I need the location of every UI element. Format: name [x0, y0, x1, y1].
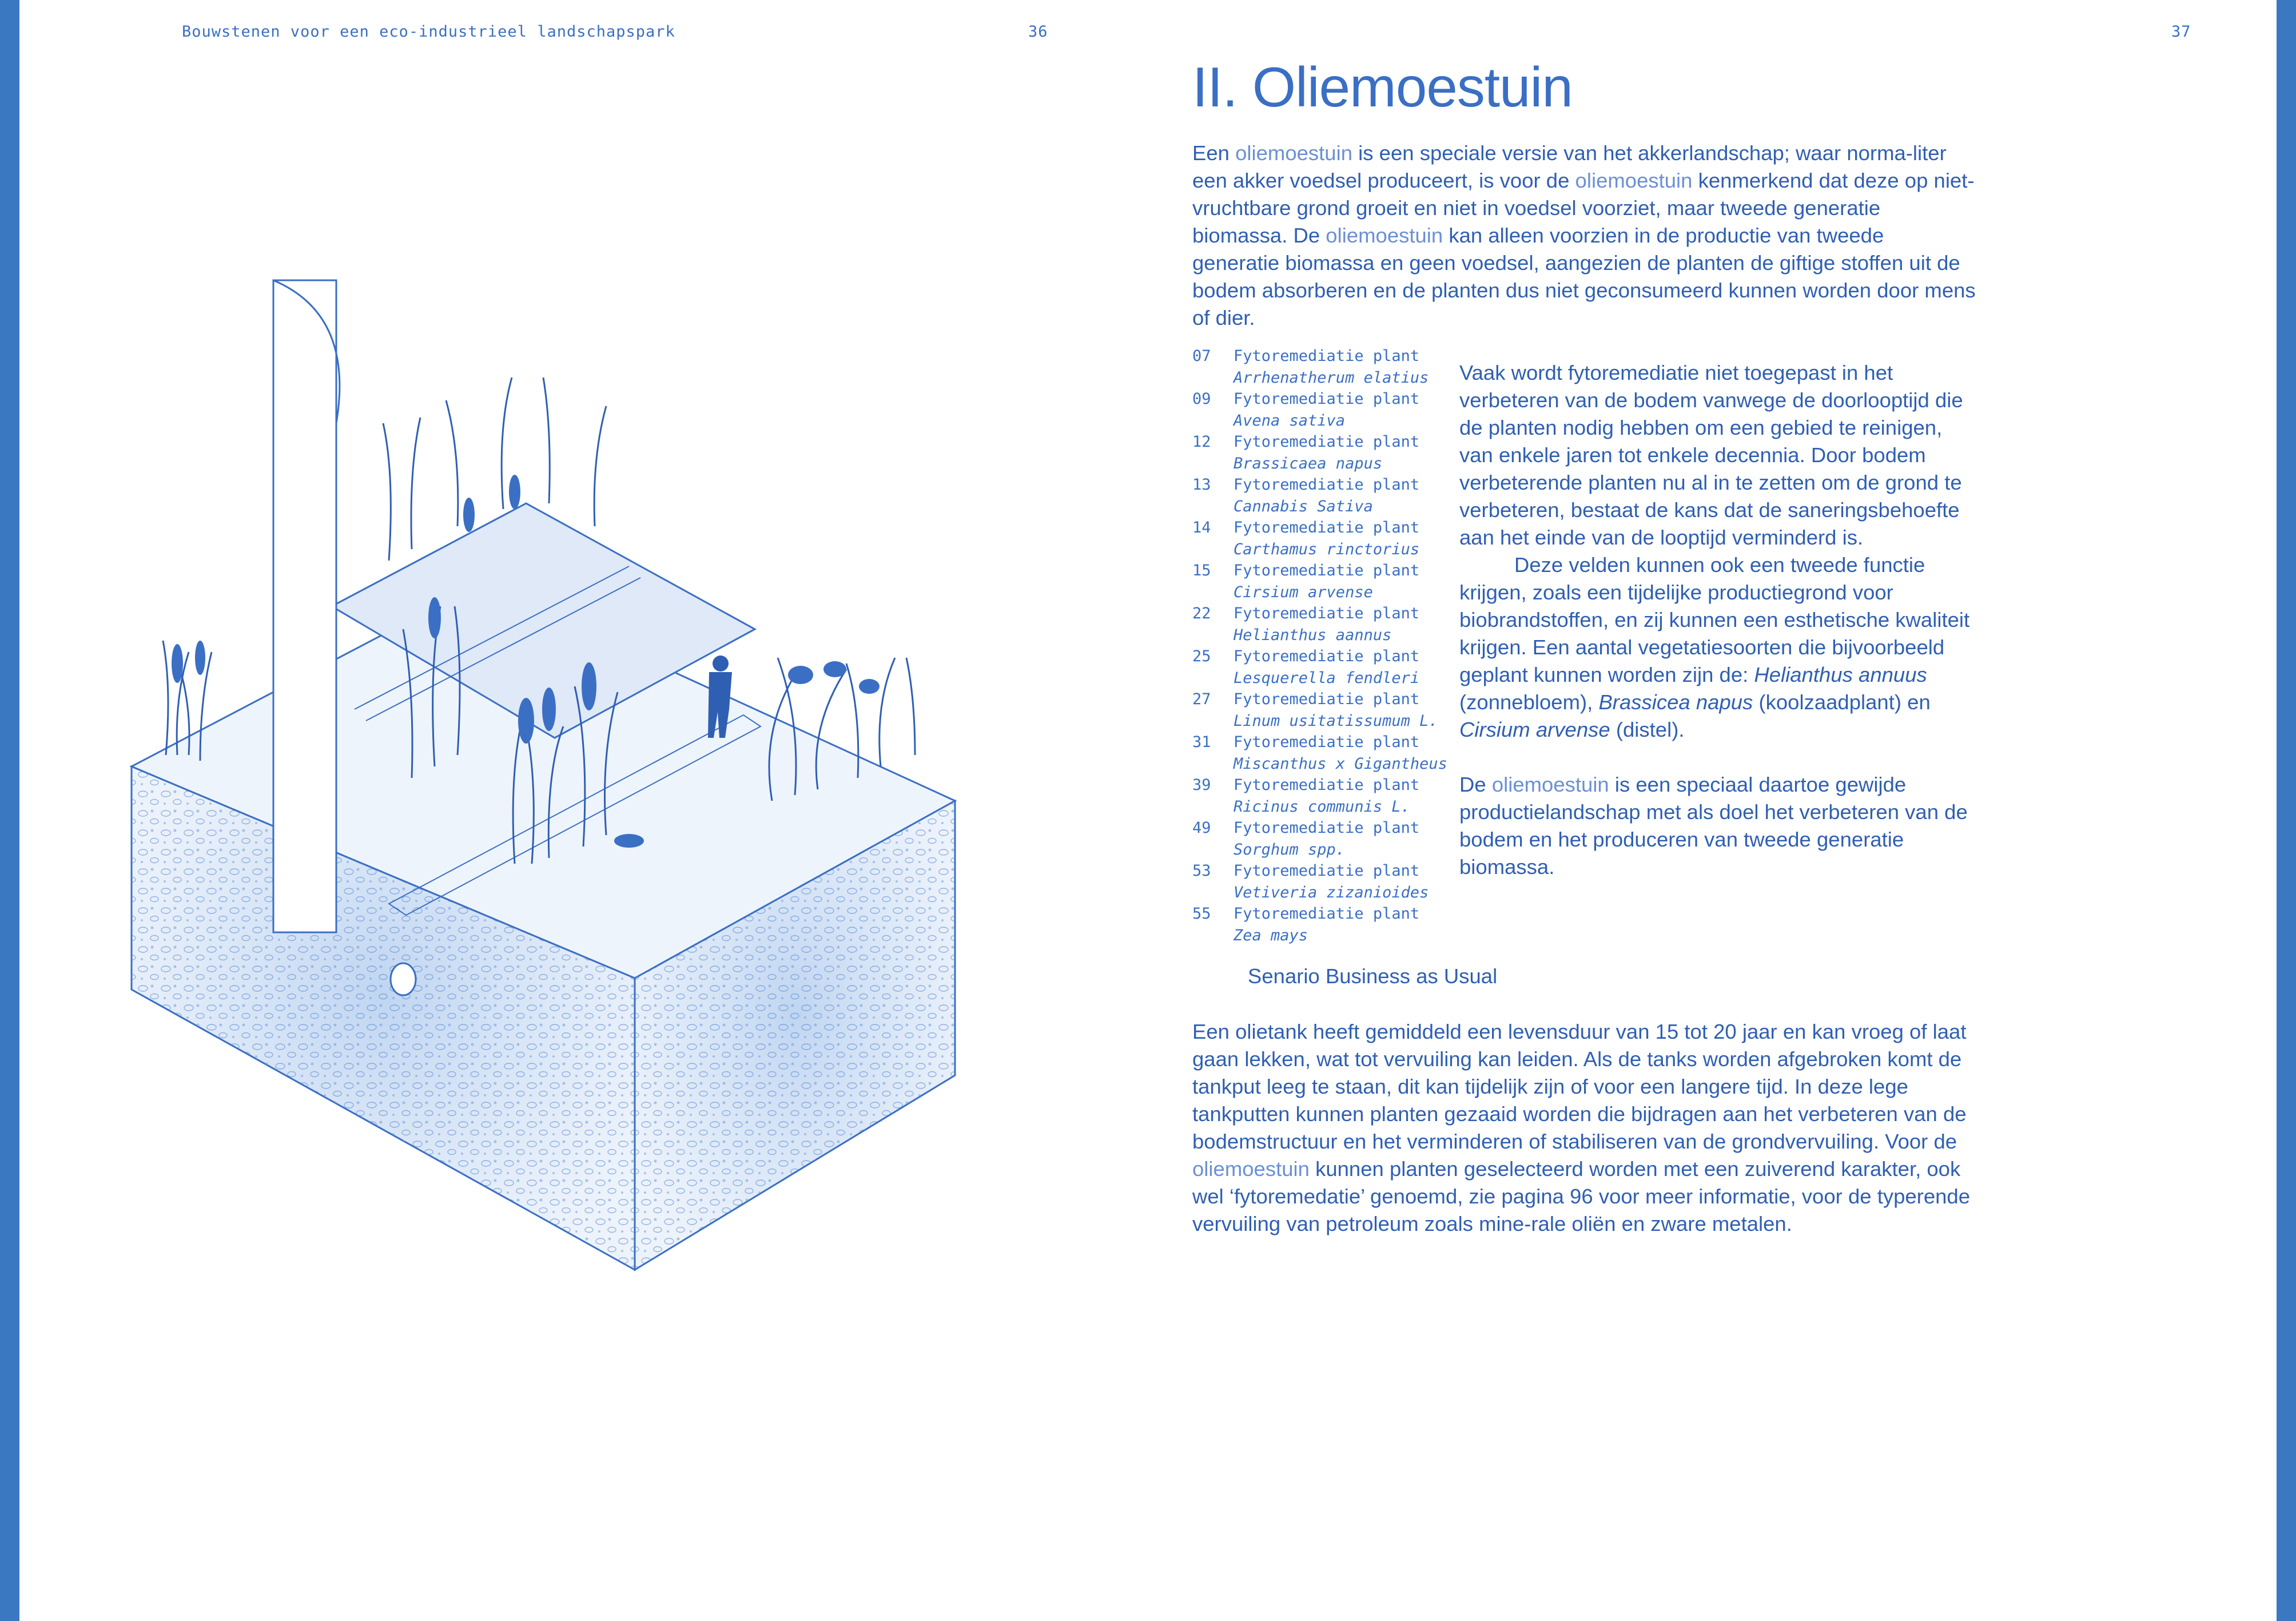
plant-number: 27 [1192, 690, 1211, 708]
intro-text: Een [1192, 141, 1236, 165]
plant-latin-name: Helianthus aannus [1233, 626, 1392, 644]
paragraph-text: is een speciaal daartoe gewijde productielandschap met als doel het verbeteren van de bodem en het produceren van tweede generatie biomassa. [1459, 773, 1968, 879]
plant-latin-name: Arrhenatherum elatius [1233, 368, 1429, 387]
plant-label: Fytoremediatie plant [1233, 605, 1420, 622]
plant-latin-name: Cirsium arvense [1233, 583, 1373, 601]
plant-number: 09 [1192, 390, 1211, 408]
plant-latin-name: Miscanthus x Gigantheus [1233, 754, 1447, 773]
plant-number: 39 [1192, 776, 1211, 794]
species-name: Cirsium arvense [1459, 718, 1610, 741]
list-item [1192, 646, 1461, 689]
list-item [1192, 388, 1461, 431]
paragraph-text: Deze velden kunnen ook een tweede functie krijgen, zoals een tijdelijke productiegrond voor biobrandstoffen, en zij kunnen een esthetische kwaliteit krijgen. Een aantal vegetatiesoorten die bijvoorbeeld geplant kunnen worden zijn de: [1459, 553, 1970, 686]
term-highlight: oliemoestuin [1192, 1157, 1310, 1181]
list-item [1192, 474, 1461, 517]
paragraph-text: (koolzaadplant) en [1753, 690, 1931, 714]
plant-label: Fytoremediatie plant [1233, 905, 1420, 923]
outro-paragraph [1192, 1018, 1976, 1238]
term-highlight: oliemoestuin [1235, 141, 1353, 165]
running-head-title: Bouwstenen voor een eco-industrieel landschapspark [182, 23, 675, 41]
plant-label: Fytoremediatie plant [1233, 390, 1420, 408]
plant-number: 25 [1192, 647, 1211, 665]
plant-number: 55 [1192, 905, 1211, 923]
plant-label: Fytoremediatie plant [1233, 519, 1420, 537]
plant-latin-name: Ricinus communis L. [1233, 797, 1410, 816]
list-item [1192, 689, 1461, 732]
plant-number: 53 [1192, 862, 1211, 880]
term-highlight: oliemoestuin [1326, 224, 1443, 247]
plant-number: 31 [1192, 733, 1211, 751]
plant-number: 15 [1192, 562, 1211, 579]
plant-label: Fytoremediatie plant [1233, 819, 1420, 837]
plant-latin-name: Carthamus rinctorius [1233, 540, 1420, 558]
plant-label: Fytoremediatie plant [1233, 562, 1420, 579]
intro-text: kan alleen voorzien in de productie van tweede generatie biomassa en geen voedsel, aangezien de planten de giftige stoffen uit de bodem absorberen en de planten dus niet geconsumeerd kunnen worden door mens of dier. [1192, 224, 1976, 329]
plant-label: Fytoremediatie plant [1233, 690, 1420, 708]
body-column [1459, 359, 1974, 881]
plant-latin-name: Zea mays [1233, 926, 1308, 944]
page-title: II. Oliemoestuin [1192, 55, 1573, 118]
paragraph-gap [1459, 744, 1974, 771]
paragraph-text: (zonnebloem), [1459, 690, 1599, 714]
list-item [1192, 860, 1461, 903]
paragraph-fytoremediatie: Vaak wordt fytoremediatie niet toegepast in het verbeteren van de bodem vanwege de doorlooptijd die de planten nodig hebben om een gebied te reinigen, van enkele jaren tot enkele decennia. Door bodem verbeterende planten nu al in te zetten om de grond te verbeteren, bestaat de kans dat de saneringsbehoefte aan het einde van de looptijd verminderd is. [1459, 361, 1963, 549]
list-item [1192, 431, 1461, 474]
species-name: Brassicea napus [1598, 690, 1753, 714]
page-number-left: 36 [1028, 23, 1048, 41]
outro-text: Een olietank heeft gemiddeld een levensduur van 15 tot 20 jaar en kan vroeg of laat gaan lekken, wat tot vervuiling kan leiden. Als de tanks worden afgebroken komt de tankput leeg te staan, dit kan tijdelijk zijn of voor een langere tijd. In deze lege tankputten kunnen planten gezaaid worden die bijdragen aan het verbeteren van de bodemstructuur en het verminderen of stabiliseren van de grondvervuiling. Voor de [1192, 1020, 1967, 1153]
plant-latin-name: Linum usitatissumum L. [1233, 712, 1438, 730]
list-item [1192, 345, 1461, 388]
species-name: Helianthus annuus [1754, 663, 1927, 686]
list-item [1192, 732, 1461, 774]
plant-latin-name: Lesquerella fendleri [1233, 669, 1420, 687]
outro-text: kunnen planten geselecteerd worden met een zuiverend karakter, ook wel ‘fytoremedatie’ genoemd, zie pagina 96 voor meer informatie, voor de typerende vervuiling van petroleum zoals mine-rale oliën en zware metalen. [1192, 1157, 1971, 1235]
paragraph-text: (distel). [1610, 718, 1685, 741]
plant-label: Fytoremediatie plant [1233, 647, 1420, 665]
term-highlight: oliemoestuin [1575, 169, 1693, 192]
page-edge-right [2277, 0, 2296, 1621]
list-item [1192, 903, 1461, 946]
scenario-heading: Senario Business as Usual [1248, 964, 1498, 988]
plant-label: Fytoremediatie plant [1233, 347, 1420, 365]
plant-number: 07 [1192, 347, 1211, 365]
term-highlight: oliemoestuin [1491, 773, 1609, 796]
list-item [1192, 517, 1461, 560]
list-item [1192, 817, 1461, 860]
page-edge-left [0, 0, 19, 1621]
paragraph-text: De [1459, 773, 1492, 796]
isometric-garden-illustration [114, 263, 1087, 1281]
plant-latin-name: Cannabis Sativa [1233, 497, 1373, 515]
intro-paragraph [1192, 140, 1976, 332]
list-item [1192, 560, 1461, 603]
list-item [1192, 774, 1461, 817]
paragraph-productielandschap [1459, 771, 1974, 881]
intro-text: kenmerkend dat deze op niet-vruchtbare grond groeit en niet in voedsel voorziet, maar tweede generatie biomassa. De [1192, 169, 1975, 247]
plant-latin-name: Sorghum spp. [1233, 840, 1346, 859]
plant-number: 12 [1192, 433, 1211, 451]
plant-number: 22 [1192, 605, 1211, 622]
plant-label: Fytoremediatie plant [1233, 862, 1420, 880]
plant-latin-name: Brassicaea napus [1233, 454, 1383, 472]
plant-label: Fytoremediatie plant [1233, 476, 1420, 494]
intro-text: is een speciale versie van het akkerlandschap; waar norma-liter een akker voedsel produceert, is voor de [1192, 141, 1947, 192]
plant-list [1192, 345, 1461, 946]
page-number-right: 37 [2171, 23, 2191, 41]
plant-latin-name: Vetiveria zizanioides [1233, 883, 1429, 901]
paragraph-tweede-functie [1459, 551, 1974, 744]
plant-label: Fytoremediatie plant [1233, 733, 1420, 751]
plant-number: 13 [1192, 476, 1211, 494]
plant-number: 49 [1192, 819, 1211, 837]
list-item [1192, 603, 1461, 646]
plant-label: Fytoremediatie plant [1233, 776, 1420, 794]
plant-label: Fytoremediatie plant [1233, 433, 1420, 451]
plant-number: 14 [1192, 519, 1211, 537]
plant-latin-name: Avena sativa [1233, 411, 1346, 430]
